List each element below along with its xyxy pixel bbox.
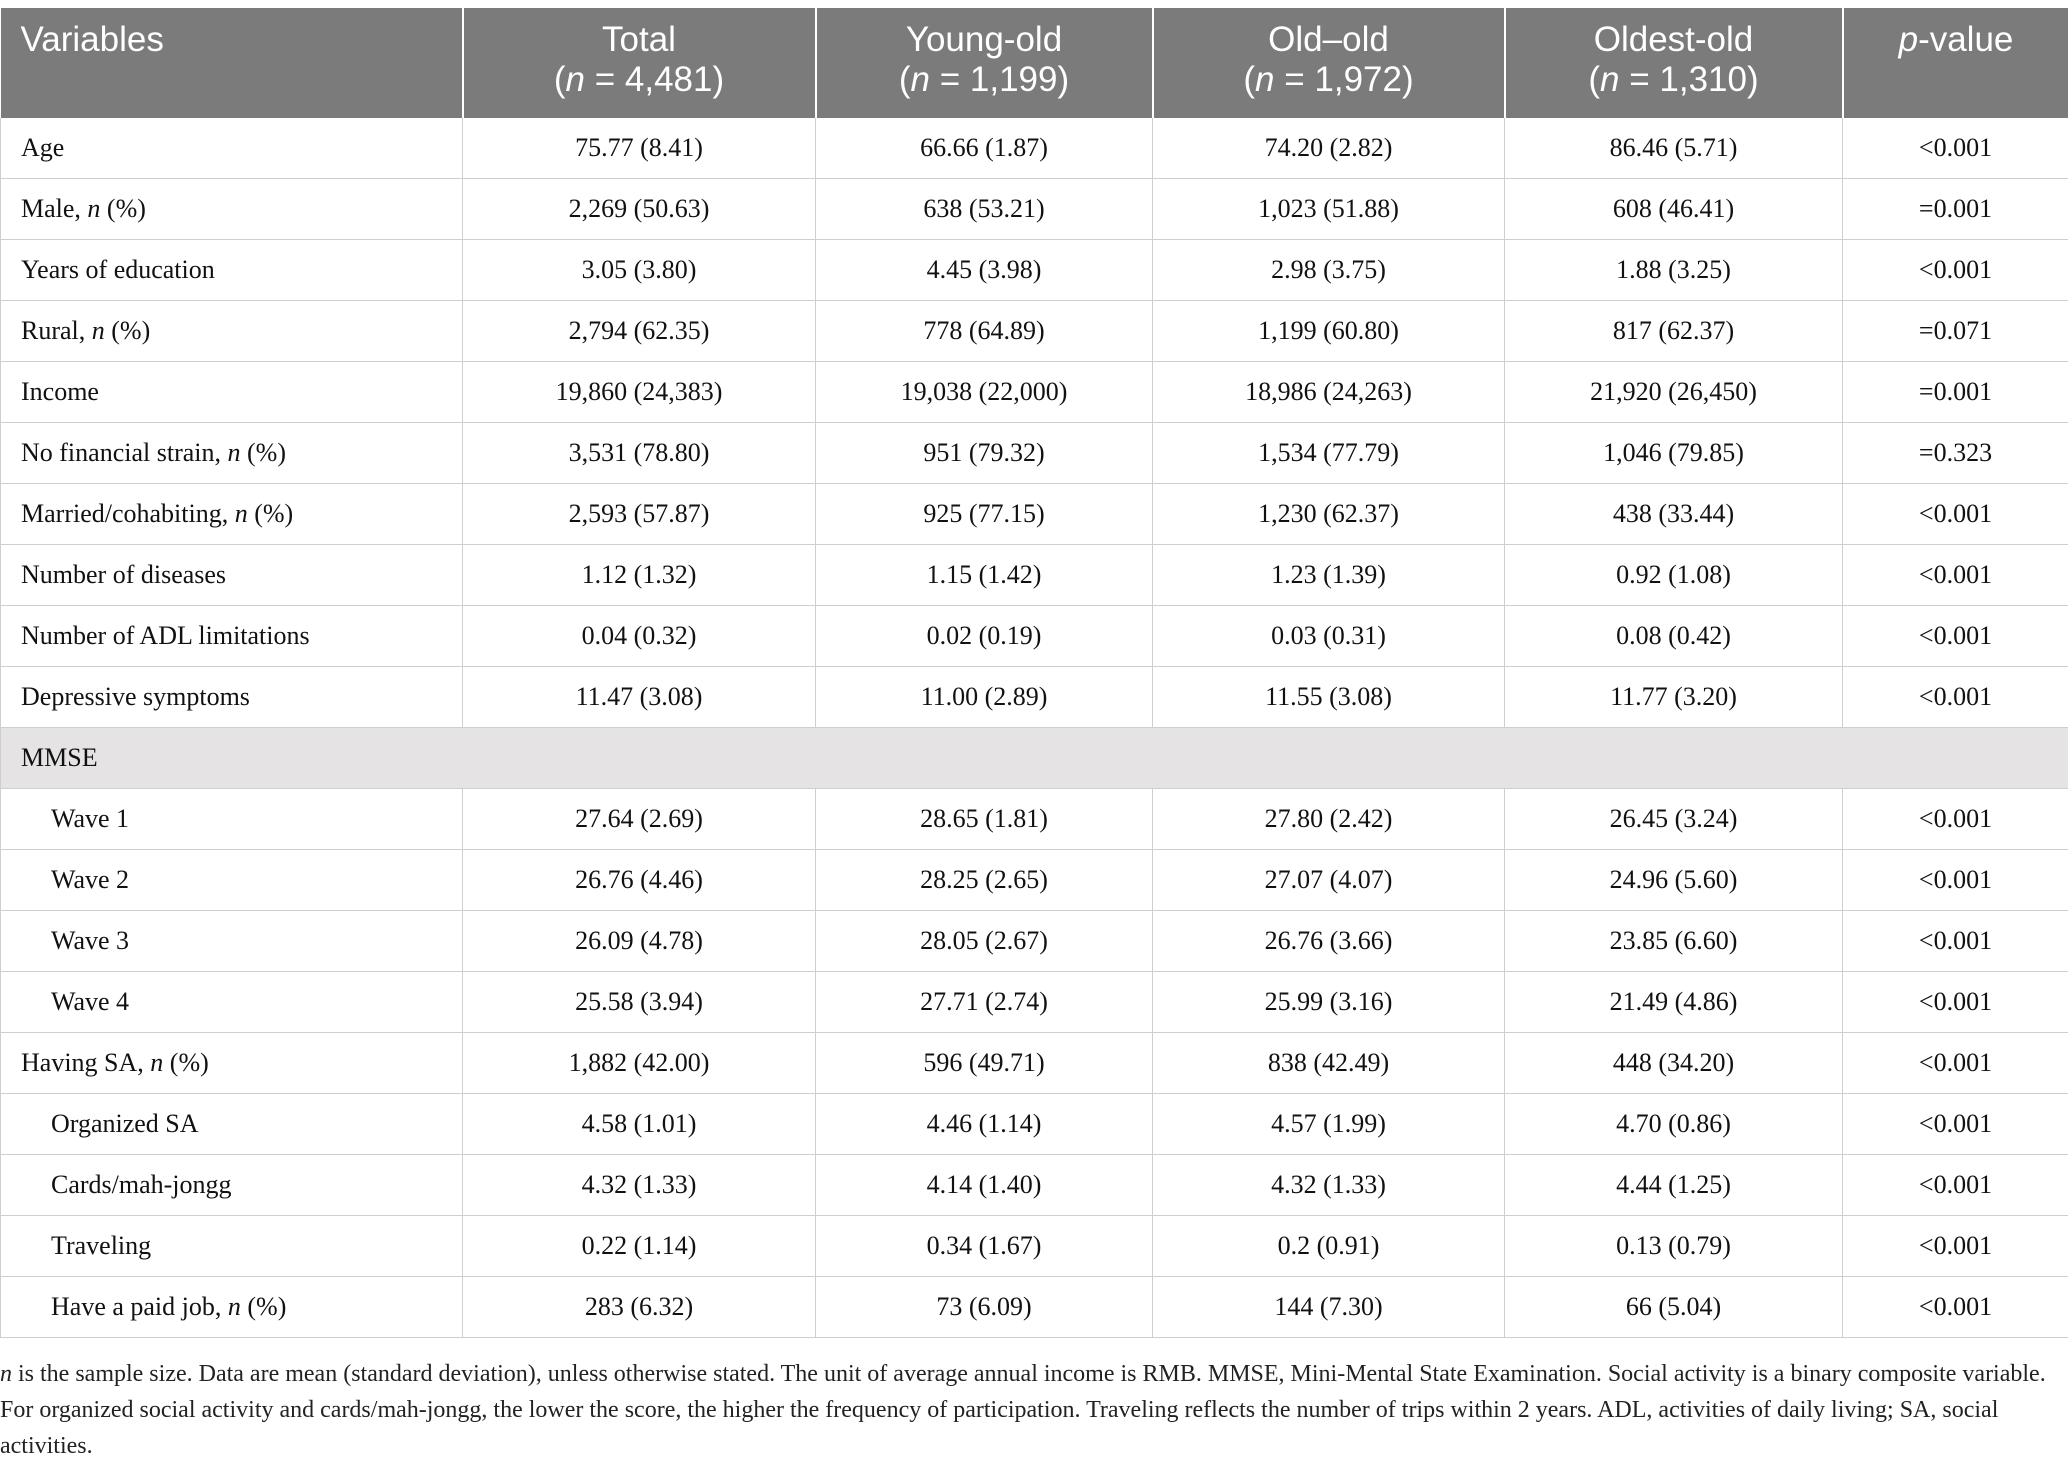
table-row — [1, 1277, 2068, 1338]
table-row — [1, 1216, 2068, 1277]
cell-oldest-old: 438 (33.44) — [1505, 484, 1843, 545]
table-row — [1, 911, 2068, 972]
table-body — [1, 118, 2068, 1338]
row-label: Years of education — [1, 240, 463, 301]
cell-oldest-old: 0.08 (0.42) — [1505, 606, 1843, 667]
cell-young-old: 778 (64.89) — [816, 301, 1153, 362]
section-label: MMSE — [1, 728, 2068, 789]
cell-p-value: =0.323 — [1843, 423, 2068, 484]
cell-young-old: 11.00 (2.89) — [816, 667, 1153, 728]
row-label: Traveling — [1, 1216, 463, 1277]
cell-young-old: 19,038 (22,000) — [816, 362, 1153, 423]
table-row — [1, 667, 2068, 728]
row-label: Wave 3 — [1, 911, 463, 972]
cell-total: 75.77 (8.41) — [463, 118, 816, 179]
table-row — [1, 423, 2068, 484]
cell-total: 3,531 (78.80) — [463, 423, 816, 484]
cell-old-old: 2.98 (3.75) — [1153, 240, 1505, 301]
cell-total: 3.05 (3.80) — [463, 240, 816, 301]
section-row — [1, 728, 2068, 789]
cell-young-old: 0.34 (1.67) — [816, 1216, 1153, 1277]
cell-p-value: <0.001 — [1843, 1155, 2068, 1216]
cell-old-old: 27.07 (4.07) — [1153, 850, 1505, 911]
cell-p-value: =0.001 — [1843, 179, 2068, 240]
header-oldest-old: Oldest-old (n = 1,310) — [1505, 8, 1843, 118]
cell-old-old: 1.23 (1.39) — [1153, 545, 1505, 606]
cell-oldest-old: 86.46 (5.71) — [1505, 118, 1843, 179]
footnote-text: is the sample size. Data are mean (standard deviation), unless otherwise stated. The unit of average annual income is RMB. MMSE, Mini-Mental State Examination. Social activity is a binary composite variable. For organized social activity and cards/mah-jongg, the lower the score, the higher the frequency of participation. Traveling reflects the number of trips within 2 years. ADL, activities of daily living; SA, social activities. — [0, 1361, 2046, 1459]
cell-total: 25.58 (3.94) — [463, 972, 816, 1033]
cell-total: 4.32 (1.33) — [463, 1155, 816, 1216]
cell-oldest-old: 608 (46.41) — [1505, 179, 1843, 240]
row-label: Income — [1, 362, 463, 423]
cell-old-old: 4.32 (1.33) — [1153, 1155, 1505, 1216]
cell-total: 2,794 (62.35) — [463, 301, 816, 362]
row-label: Having SA, n (%) — [1, 1033, 463, 1094]
row-label: No financial strain, n (%) — [1, 423, 463, 484]
table-row — [1, 850, 2068, 911]
row-label: Organized SA — [1, 1094, 463, 1155]
cell-old-old: 4.57 (1.99) — [1153, 1094, 1505, 1155]
cell-oldest-old: 23.85 (6.60) — [1505, 911, 1843, 972]
cell-oldest-old: 4.70 (0.86) — [1505, 1094, 1843, 1155]
cell-young-old: 28.25 (2.65) — [816, 850, 1153, 911]
cell-old-old: 1,534 (77.79) — [1153, 423, 1505, 484]
cell-old-old: 1,230 (62.37) — [1153, 484, 1505, 545]
table-row — [1, 606, 2068, 667]
cell-p-value: <0.001 — [1843, 789, 2068, 850]
cell-p-value: =0.071 — [1843, 301, 2068, 362]
cell-young-old: 4.14 (1.40) — [816, 1155, 1153, 1216]
cell-young-old: 28.65 (1.81) — [816, 789, 1153, 850]
cell-old-old: 0.03 (0.31) — [1153, 606, 1505, 667]
cell-oldest-old: 21,920 (26,450) — [1505, 362, 1843, 423]
cell-p-value: <0.001 — [1843, 911, 2068, 972]
cell-old-old: 27.80 (2.42) — [1153, 789, 1505, 850]
header-p-value: p-value — [1843, 8, 2068, 118]
table-row — [1, 484, 2068, 545]
cell-young-old: 951 (79.32) — [816, 423, 1153, 484]
row-label: Male, n (%) — [1, 179, 463, 240]
row-label: Wave 2 — [1, 850, 463, 911]
cell-young-old: 66.66 (1.87) — [816, 118, 1153, 179]
row-label: Have a paid job, n (%) — [1, 1277, 463, 1338]
cell-old-old: 26.76 (3.66) — [1153, 911, 1505, 972]
cell-oldest-old: 1,046 (79.85) — [1505, 423, 1843, 484]
cell-p-value: <0.001 — [1843, 972, 2068, 1033]
cell-total: 0.22 (1.14) — [463, 1216, 816, 1277]
table-row — [1, 118, 2068, 179]
table-row — [1, 972, 2068, 1033]
cell-oldest-old: 448 (34.20) — [1505, 1033, 1843, 1094]
cell-p-value: <0.001 — [1843, 1277, 2068, 1338]
cell-p-value: <0.001 — [1843, 1033, 2068, 1094]
cell-young-old: 4.46 (1.14) — [816, 1094, 1153, 1155]
cell-oldest-old: 66 (5.04) — [1505, 1277, 1843, 1338]
cell-young-old: 73 (6.09) — [816, 1277, 1153, 1338]
cell-oldest-old: 26.45 (3.24) — [1505, 789, 1843, 850]
row-label: Age — [1, 118, 463, 179]
cell-total: 1,882 (42.00) — [463, 1033, 816, 1094]
row-label: Rural, n (%) — [1, 301, 463, 362]
cell-p-value: <0.001 — [1843, 484, 2068, 545]
cell-young-old: 0.02 (0.19) — [816, 606, 1153, 667]
header-variables: Variables — [1, 8, 463, 118]
cell-total: 283 (6.32) — [463, 1277, 816, 1338]
cell-total: 4.58 (1.01) — [463, 1094, 816, 1155]
table-row — [1, 301, 2068, 362]
cell-oldest-old: 0.92 (1.08) — [1505, 545, 1843, 606]
cell-total: 26.76 (4.46) — [463, 850, 816, 911]
cell-total: 2,269 (50.63) — [463, 179, 816, 240]
cell-oldest-old: 11.77 (3.20) — [1505, 667, 1843, 728]
cell-oldest-old: 21.49 (4.86) — [1505, 972, 1843, 1033]
cell-p-value: <0.001 — [1843, 606, 2068, 667]
cell-young-old: 4.45 (3.98) — [816, 240, 1153, 301]
cell-young-old: 596 (49.71) — [816, 1033, 1153, 1094]
cell-p-value: <0.001 — [1843, 1094, 2068, 1155]
cell-old-old: 1,023 (51.88) — [1153, 179, 1505, 240]
cell-old-old: 74.20 (2.82) — [1153, 118, 1505, 179]
cell-old-old: 144 (7.30) — [1153, 1277, 1505, 1338]
table-row — [1, 545, 2068, 606]
cell-p-value: <0.001 — [1843, 667, 2068, 728]
table-footnote — [0, 1356, 2050, 1464]
cell-p-value: <0.001 — [1843, 1216, 2068, 1277]
table-row — [1, 362, 2068, 423]
cell-old-old: 25.99 (3.16) — [1153, 972, 1505, 1033]
row-label: Number of ADL limitations — [1, 606, 463, 667]
characteristics-table-container — [0, 8, 2068, 1338]
row-label: Cards/mah-jongg — [1, 1155, 463, 1216]
row-label: Married/cohabiting, n (%) — [1, 484, 463, 545]
table-row — [1, 1094, 2068, 1155]
table-row — [1, 1033, 2068, 1094]
cell-total: 26.09 (4.78) — [463, 911, 816, 972]
row-label: Wave 1 — [1, 789, 463, 850]
table-header — [1, 8, 2068, 118]
cell-total: 19,860 (24,383) — [463, 362, 816, 423]
cell-total: 27.64 (2.69) — [463, 789, 816, 850]
cell-old-old: 18,986 (24,263) — [1153, 362, 1505, 423]
footnote-n-symbol: n — [0, 1361, 12, 1387]
table-row — [1, 789, 2068, 850]
cell-old-old: 838 (42.49) — [1153, 1033, 1505, 1094]
cell-p-value: <0.001 — [1843, 118, 2068, 179]
cell-young-old: 27.71 (2.74) — [816, 972, 1153, 1033]
cell-oldest-old: 0.13 (0.79) — [1505, 1216, 1843, 1277]
cell-old-old: 0.2 (0.91) — [1153, 1216, 1505, 1277]
cell-p-value: =0.001 — [1843, 362, 2068, 423]
header-total: Total (n = 4,481) — [463, 8, 816, 118]
cell-young-old: 1.15 (1.42) — [816, 545, 1153, 606]
cell-oldest-old: 1.88 (3.25) — [1505, 240, 1843, 301]
table-row — [1, 179, 2068, 240]
header-old-old: Old–old (n = 1,972) — [1153, 8, 1505, 118]
cell-p-value: <0.001 — [1843, 240, 2068, 301]
cell-young-old: 638 (53.21) — [816, 179, 1153, 240]
cell-oldest-old: 817 (62.37) — [1505, 301, 1843, 362]
cell-old-old: 11.55 (3.08) — [1153, 667, 1505, 728]
cell-total: 11.47 (3.08) — [463, 667, 816, 728]
cell-young-old: 28.05 (2.67) — [816, 911, 1153, 972]
table-row — [1, 1155, 2068, 1216]
table-row — [1, 240, 2068, 301]
header-young-old: Young-old (n = 1,199) — [816, 8, 1153, 118]
cell-total: 1.12 (1.32) — [463, 545, 816, 606]
characteristics-table — [0, 8, 2068, 1338]
cell-young-old: 925 (77.15) — [816, 484, 1153, 545]
cell-oldest-old: 4.44 (1.25) — [1505, 1155, 1843, 1216]
cell-oldest-old: 24.96 (5.60) — [1505, 850, 1843, 911]
cell-total: 2,593 (57.87) — [463, 484, 816, 545]
row-label: Number of diseases — [1, 545, 463, 606]
row-label: Wave 4 — [1, 972, 463, 1033]
cell-p-value: <0.001 — [1843, 850, 2068, 911]
cell-p-value: <0.001 — [1843, 545, 2068, 606]
cell-total: 0.04 (0.32) — [463, 606, 816, 667]
cell-old-old: 1,199 (60.80) — [1153, 301, 1505, 362]
row-label: Depressive symptoms — [1, 667, 463, 728]
